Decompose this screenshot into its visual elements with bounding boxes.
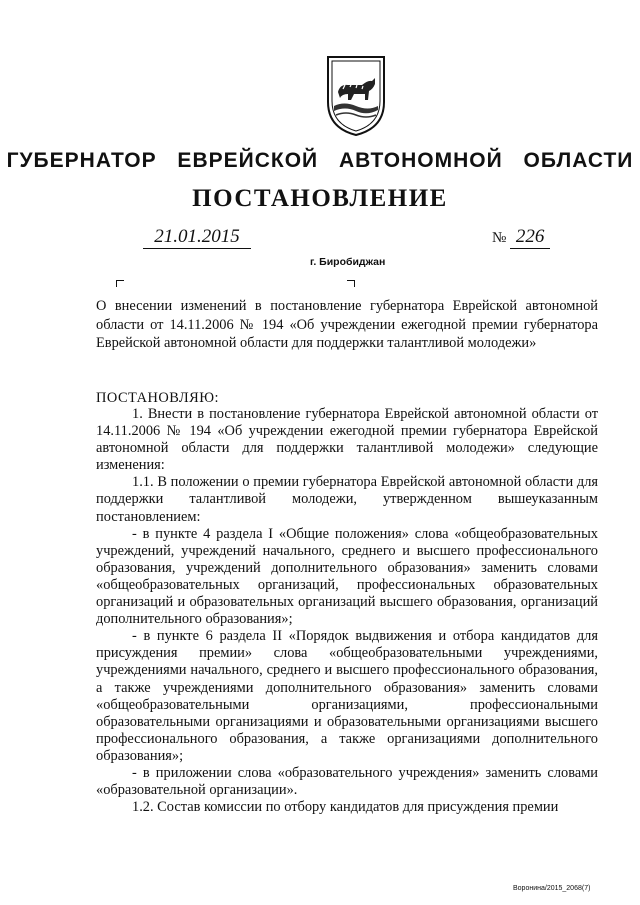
number-label: № [492, 230, 507, 246]
resolve-heading: ПОСТАНОВЛЯЮ: [96, 390, 220, 406]
paragraph-item-1: - в пункте 4 раздела I «Общие положения» слова «общеобразовательных учреждений, учреждений начального, среднего и высшего профессионального образования, учреждений дополнительного образования» заменить словами «общеобразовательных организаций, профессиональных образовательных организаций и образовательных организаций высшего образования, организаций дополнительного образования»; [96, 525, 598, 628]
document-number: 226 [510, 226, 550, 249]
paragraph-1: 1. Внести в постановление губернатора Еврейской автономной области от 14.11.2006 № 194 «Об учреждении ежегодной премии губернатора Еврейской автономной области для поддержки талантливой молодежи» следующие изменения: [96, 406, 598, 474]
coat-of-arms-emblem-icon [322, 54, 390, 138]
document-number-block [492, 226, 550, 249]
subject-bracket-left [116, 280, 124, 287]
authority-title: ГУБЕРНАТОР ЕВРЕЙСКОЙ АВТОНОМНОЙ ОБЛАСТИ [6, 149, 634, 172]
document-body [96, 406, 598, 816]
footer-code: Bоронина/2015_2068(7) [513, 885, 591, 892]
document-type-title: ПОСТАНОВЛЕНИЕ [192, 185, 448, 212]
subject-heading: О внесении изменений в постановление губернатора Еврейской автономной области от 14.11.2006 № 194 «Об учреждении ежегодной премии губернатора Еврейской автономной области для поддержки талантливой молодежи» [96, 298, 598, 352]
document-date: 21.01.2015 [143, 226, 251, 249]
paragraph-item-3: - в приложении слова «образовательного учреждения» заменить словами «образовательной организации». [96, 764, 598, 799]
city-label: г. Биробиджан [310, 256, 386, 268]
paragraph-1-1: 1.1. В положении о премии губернатора Еврейской автономной области для поддержки талантливой молодежи, утвержденном вышеуказанным постановлением: [96, 474, 598, 525]
paragraph-item-2: - в пункте 6 раздела II «Порядок выдвижения и отбора кандидатов для присуждения премии» слова «общеобразовательными учреждениями, учреждениями начального, среднего и высшего профессионального образования, а также учреждениями дополнительного образования» заменить словами «общеобразовательными организациями, профессиональными образовательными организациями и образовательными организациями высшего профессионального образования, а также организациями дополнительного образования»; [96, 628, 598, 764]
subject-bracket-right [347, 280, 355, 287]
paragraph-1-2: 1.2. Состав комиссии по отбору кандидатов для присуждения премии [132, 799, 559, 816]
